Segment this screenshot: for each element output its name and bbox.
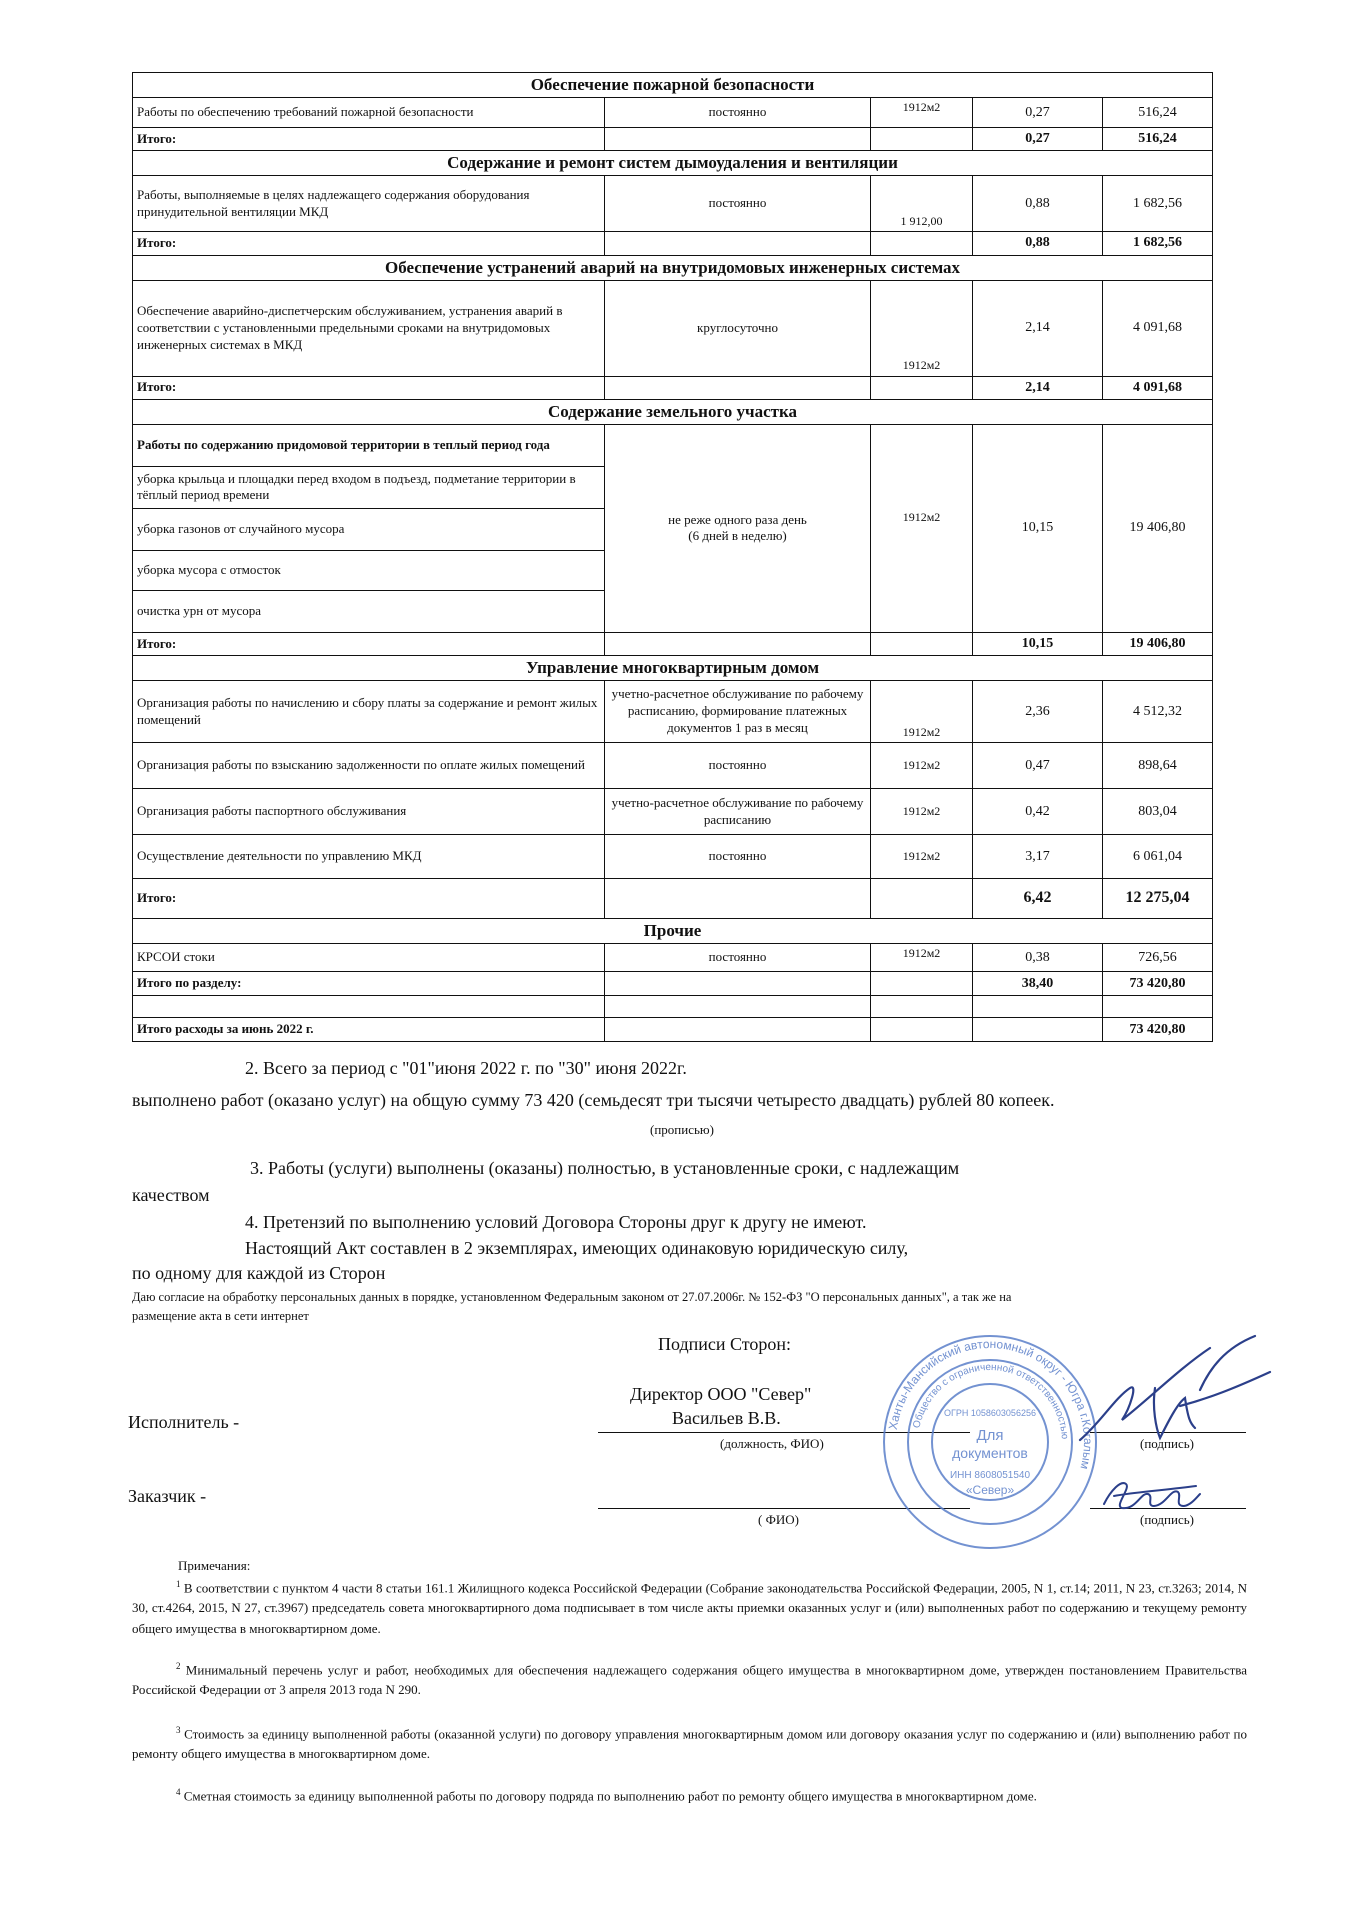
grand-total-label: Итого расходы за июнь 2022 г.: [133, 1018, 605, 1042]
section-header-row: [133, 919, 1213, 944]
sum: 19 406,80: [1103, 424, 1213, 632]
table-row: [133, 944, 1213, 972]
customer-caption: ( ФИО): [758, 1512, 799, 1527]
table-row: [133, 789, 1213, 835]
unit: 1912м2: [871, 835, 973, 879]
note-text: Минимальный перечень услуг и работ, необходимых для обеспечения надлежащего содержания общего имущества в многоквартирном доме, утвержден постановлением Правительства Российской Федерации от 3 апреля 2013 года N 290.: [132, 1662, 1248, 1698]
paragraph-4: 4. Претензий по выполнению условий Договора Стороны друг к другу не имеют.: [245, 1212, 867, 1232]
section-title: Обеспечение пожарной безопасности: [133, 73, 1213, 98]
total-row: [133, 128, 1213, 151]
periodicity: постоянно: [605, 835, 871, 879]
unit: 1912м2: [871, 743, 973, 789]
executor-label: Исполнитель -: [128, 1412, 240, 1432]
notes-title: Примечания:: [178, 1558, 251, 1573]
note-4: [132, 1786, 1247, 1806]
total-rate: 10,15: [973, 632, 1103, 655]
service-name: Работы по обеспечению требований пожарной безопасности: [133, 98, 605, 128]
service-item: уборка газонов от случайного мусора: [133, 508, 605, 550]
section-title: Прочие: [133, 919, 1213, 944]
table-row: [133, 424, 1213, 466]
total-rate: 6,42: [973, 879, 1103, 919]
rate: 2,14: [973, 280, 1103, 376]
service-item: уборка крыльца и площадки перед входом в подъезд, подметание территории в тёплый период времени: [133, 466, 605, 508]
stamp-inner-text: Общество с ограниченной ответственностью: [911, 1361, 1071, 1440]
periodicity: учетно-расчетное обслуживание по рабочему расписанию, формирование платежных документов 1 раз в месяц: [605, 681, 871, 743]
total-label: Итого:: [133, 128, 605, 151]
section-header-row: [133, 399, 1213, 424]
stamp-center-2: документов: [952, 1445, 1028, 1461]
table-row: [133, 681, 1213, 743]
section-header-row: [133, 73, 1213, 98]
section-total-label: Итого по разделу:: [133, 972, 605, 996]
section-header-row: [133, 255, 1213, 280]
total-rate: 0,27: [973, 128, 1103, 151]
paragraph-2: 2. Всего за период с "01"июня 2022 г. по "30" июня 2022г.: [245, 1058, 687, 1078]
total-sum: 12 275,04: [1103, 879, 1213, 919]
consent-line-2: размещение акта в сети интернет: [132, 1309, 309, 1323]
unit: 1912м2: [871, 424, 973, 632]
service-name: Организация работы по начислению и сбору платы за содержание и ремонт жилых помещений: [133, 681, 605, 743]
executor-caption: (должность, ФИО): [720, 1436, 824, 1451]
sign-caption: (подпись): [1140, 1436, 1194, 1451]
note-mark: 4: [176, 1787, 181, 1797]
unit: 1912м2: [871, 280, 973, 376]
note-mark: 2: [176, 1661, 181, 1671]
paragraph-3: 3. Работы (услуги) выполнены (оказаны) полностью, в установленные сроки, с надлежащим: [250, 1158, 960, 1178]
periodicity: постоянно: [605, 743, 871, 789]
note-mark: 3: [176, 1725, 181, 1735]
total-label: Итого:: [133, 632, 605, 655]
rate: 0,88: [973, 176, 1103, 232]
unit: 1912м2: [871, 789, 973, 835]
periodicity: постоянно: [605, 98, 871, 128]
unit: 1912м2: [871, 98, 973, 128]
note-text: Сметная стоимость за единицу выполненной работы по договору подряда по выполнению работ по ремонту общего имущества в многоквартирном доме.: [183, 1788, 1037, 1804]
total-label: Итого:: [133, 376, 605, 399]
sum: 4 512,32: [1103, 681, 1213, 743]
group-header: Работы по содержанию придомовой территории в теплый период года: [133, 424, 605, 466]
note-mark: 1: [176, 1579, 181, 1589]
customer-signature: [1096, 1470, 1206, 1520]
note-text: В соответствии с пунктом 4 части 8 статьи 161.1 Жилищного кодекса Российской Федерации (Собрание законодательства Российской Федерации, 2005, N 1, ст.14; 2011, N 23, ст.3263; 2014, N 30, ст.4264, 2015, N 27, ст.3967) председатель совета многоквартирного дома подписывает в том числе акты приемки оказанных услуг и (или) выполненных работ по содержанию и текущему ремонту общего имущества в многоквартирном доме.: [132, 1580, 1248, 1636]
sum: 726,56: [1103, 944, 1213, 972]
section-total-rate: 38,40: [973, 972, 1103, 996]
periodicity: учетно-расчетное обслуживание по рабочему расписанию: [605, 789, 871, 835]
periodicity: круглосуточно: [605, 280, 871, 376]
paragraph-2-amount: выполнено работ (оказано услуг) на общую сумму 73 420 (семьдесят три тысячи четыресто двадцать) рублей 80 копеек.: [132, 1090, 1055, 1110]
stamp-ogrn: ОГРН 1058603056256: [944, 1408, 1036, 1418]
sum: 6 061,04: [1103, 835, 1213, 879]
service-item: уборка мусора с отмосток: [133, 550, 605, 590]
periodicity: постоянно: [605, 176, 871, 232]
section-title: Содержание земельного участка: [133, 399, 1213, 424]
total-row: [133, 376, 1213, 399]
customer-label: Заказчик -: [128, 1486, 207, 1506]
sum: 898,64: [1103, 743, 1213, 789]
signatures-heading: Подписи Сторон:: [658, 1334, 792, 1354]
sum: 4 091,68: [1103, 280, 1213, 376]
rate: 0,27: [973, 98, 1103, 128]
total-label: Итого:: [133, 232, 605, 255]
section-title: Управление многоквартирным домом: [133, 656, 1213, 681]
consent-line-1: Даю согласие на обработку персональных данных в порядке, установленном Федеральным законом от 27.07.2006г. № 152-ФЗ "О персональных данных", а так же на: [132, 1290, 1012, 1304]
section-total-sum: 73 420,80: [1103, 972, 1213, 996]
services-table: [132, 72, 1213, 1042]
periodicity: постоянно: [605, 944, 871, 972]
spacer-row: [133, 996, 1213, 1018]
executor-name: Васильев В.В.: [672, 1408, 781, 1428]
table-row: [133, 835, 1213, 879]
note-text: Стоимость за единицу выполненной работы (оказанной услуги) по договору управления многоквартирным домом или договору оказания услуг по содержанию и (или) выполнению работ по ремонту общего имущества в многоквартирном доме.: [132, 1726, 1248, 1762]
grand-total-sum: 73 420,80: [1103, 1018, 1213, 1042]
total-sum: 19 406,80: [1103, 632, 1213, 655]
note-1: [132, 1578, 1247, 1639]
section-header-row: [133, 656, 1213, 681]
table-row: [133, 280, 1213, 376]
periodicity-line: (6 дней в неделю): [688, 528, 787, 544]
service-item: очистка урн от мусора: [133, 590, 605, 632]
table-row: [133, 743, 1213, 789]
note-3: [132, 1724, 1247, 1765]
sign-caption: (подпись): [1140, 1512, 1194, 1527]
total-sum: 516,24: [1103, 128, 1213, 151]
paragraph-5: Настоящий Акт составлен в 2 экземплярах, имеющих одинаковую юридическую силу,: [245, 1238, 909, 1258]
stamp-outer-text: Ханты-Мансийский автономный округ - Югра г.Когалым: [885, 1336, 1096, 1471]
stamp-name: «Север»: [965, 1483, 1015, 1497]
service-name: КРСОИ стоки: [133, 944, 605, 972]
paragraph-5-end: по одному для каждой из Сторон: [132, 1263, 386, 1283]
service-name: Организация работы по взысканию задолженности по оплате жилых помещений: [133, 743, 605, 789]
rate: 0,38: [973, 944, 1103, 972]
total-label: Итого:: [133, 879, 605, 919]
paragraph-3-end: качеством: [132, 1185, 210, 1205]
periodicity-line: не реже одного раза день: [668, 511, 807, 527]
rate: 0,47: [973, 743, 1103, 789]
rate: 10,15: [973, 424, 1103, 632]
total-row: [133, 232, 1213, 255]
total-rate: 0,88: [973, 232, 1103, 255]
unit: 1912м2: [871, 681, 973, 743]
service-name: Организация работы паспортного обслуживания: [133, 789, 605, 835]
executor-position: Директор ООО "Север": [630, 1384, 812, 1404]
sum: 803,04: [1103, 789, 1213, 835]
total-row: [133, 632, 1213, 655]
total-sum: 1 682,56: [1103, 232, 1213, 255]
table-row: [133, 176, 1213, 232]
sum: 516,24: [1103, 98, 1213, 128]
rate: 0,42: [973, 789, 1103, 835]
sum: 1 682,56: [1103, 176, 1213, 232]
section-total-row: [133, 972, 1213, 996]
note-2: [132, 1660, 1247, 1701]
total-rate: 2,14: [973, 376, 1103, 399]
section-title: Содержание и ремонт систем дымоудаления и вентиляции: [133, 151, 1213, 176]
service-name: Обеспечение аварийно-диспетчерским обслуживанием, устранения аварий в соответствии с установленными предельными сроками на внутридомовых инженерных системах в МКД: [133, 280, 605, 376]
total-sum: 4 091,68: [1103, 376, 1213, 399]
unit: 1912м2: [871, 944, 973, 972]
executor-signature: [1060, 1328, 1300, 1458]
unit: 1 912,00: [871, 176, 973, 232]
stamp-center-1: Для: [976, 1427, 1004, 1444]
stamp-inn: ИНН 8608051540: [949, 1470, 1031, 1481]
section-header-row: [133, 151, 1213, 176]
service-name: Осуществление деятельности по управлению МКД: [133, 835, 605, 879]
table-row: [133, 98, 1213, 128]
periodicity: [605, 424, 871, 632]
rate: 2,36: [973, 681, 1103, 743]
section-title: Обеспечение устранений аварий на внутридомовых инженерных системах: [133, 255, 1213, 280]
grand-total-row: [133, 1018, 1213, 1042]
total-row: [133, 879, 1213, 919]
propis-caption: (прописью): [650, 1122, 714, 1137]
rate: 3,17: [973, 835, 1103, 879]
service-name: Работы, выполняемые в целях надлежащего содержания оборудования принудительной вентиляции МКД: [133, 176, 605, 232]
